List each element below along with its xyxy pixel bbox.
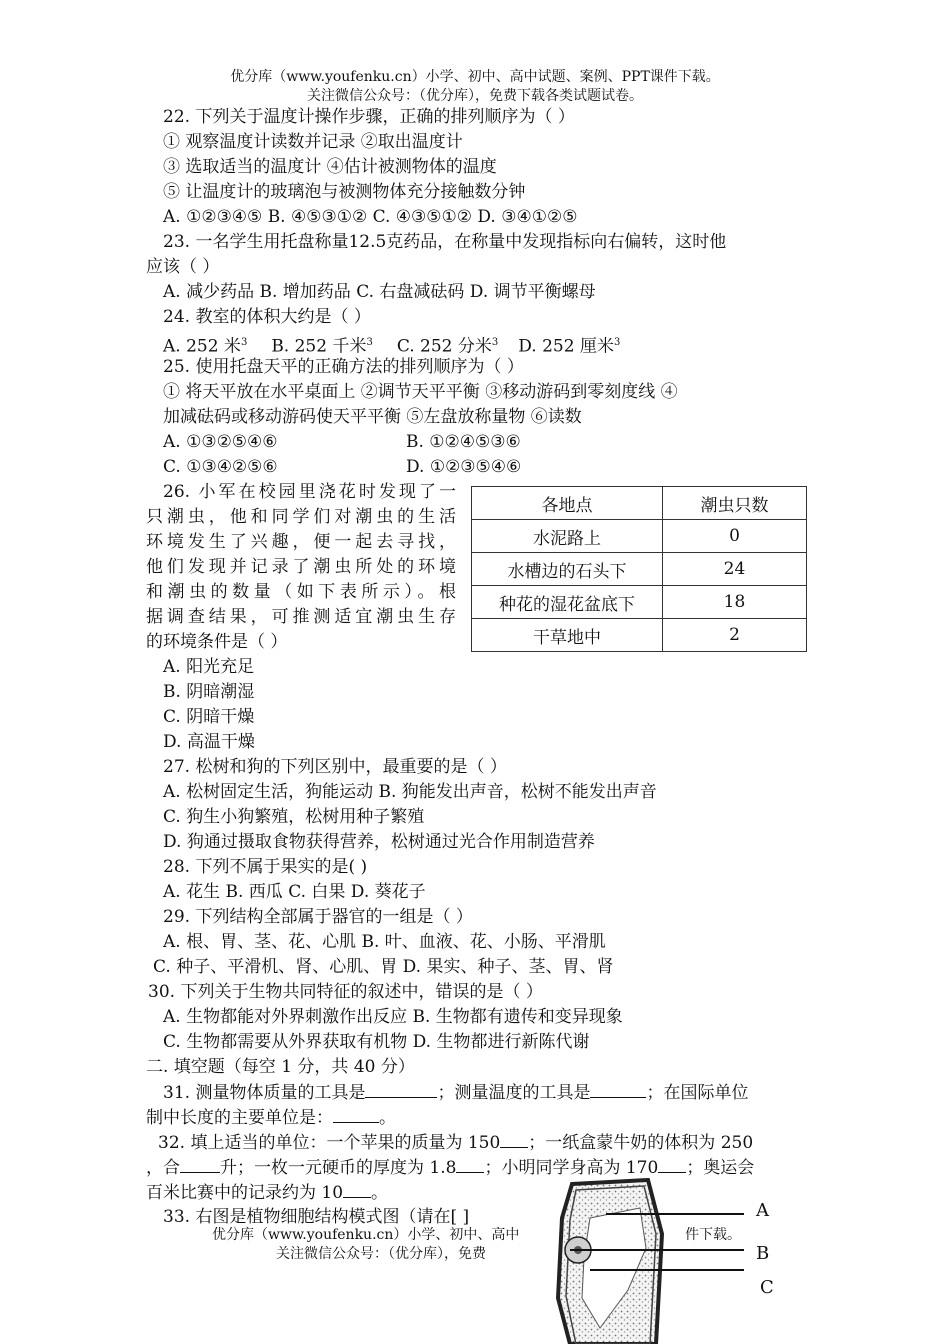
q25-items-a: ① 将天平放在水平桌面上 ②调节天平平衡 ③移动游码到零刻度线 ④ [163, 382, 678, 402]
q26-line-1: 26. 小军在校园里浇花时发现了一 [163, 482, 456, 502]
q29-options-cd: C. 种子、平滑机、肾、心肌、胃 D. 果实、种子、茎、胃、肾 [153, 957, 614, 977]
answer-blank[interactable] [658, 1155, 686, 1173]
q25-stem: 25. 使用托盘天平的正确方法的排列顺序为（ ） [163, 357, 524, 377]
q26-line-4: 他们发现并记录了潮虫所处的环境 [146, 557, 456, 577]
section-title-fill-in: 二. 填空题（每空 1 分，共 40 分） [146, 1057, 415, 1077]
q24-option-c: C. 252 分米 [396, 336, 492, 357]
q32-text-4: 升；一枚一元硬币的厚度为 1.8 [220, 1158, 457, 1178]
q25-option-d: D. ①②③⑤④⑥ [406, 457, 522, 477]
table-cell-location: 种花的湿花盆底下 [472, 586, 663, 619]
q25-option-b: B. ①②④⑤③⑥ [406, 432, 521, 452]
q32-text-1: 32. 填上适当的单位：一个苹果的质量为 150 [158, 1133, 501, 1153]
q22-stem: 22. 下列关于温度计操作步骤，正确的排列顺序为（ ） [163, 107, 575, 127]
q26-option-b: B. 阴暗潮湿 [163, 682, 255, 702]
footer-line-2: 关注微信公众号：（优分库），免费 [276, 1246, 486, 1262]
answer-blank[interactable] [343, 1180, 371, 1198]
q24-option-a: A. 252 米 [163, 336, 241, 357]
q26-option-d: D. 高温干燥 [163, 732, 255, 752]
plant-cell-diagram [530, 1178, 790, 1344]
q31-text-3: ；在国际单位 [646, 1083, 749, 1103]
table-row [472, 553, 807, 586]
q27-option-d: D. 狗通过摄取食物获得营养，松树通过光合作用制造营养 [163, 832, 595, 852]
table-cell-location: 干草地中 [472, 619, 663, 652]
q33-stem: 33. 右图是植物细胞结构模式图（请在[ ] [163, 1207, 470, 1227]
q32-text-2: ；一纸盒蒙牛奶的体积为 250 [528, 1133, 754, 1153]
answer-blank[interactable] [590, 1080, 646, 1098]
q25-option-c: C. ①③④②⑤⑥ [163, 457, 278, 477]
table-cell-location: 水槽边的石头下 [472, 553, 663, 586]
table-header-count: 潮虫只数 [663, 487, 807, 520]
q30-stem: 30. 下列关于生物共同特征的叙述中，错误的是（ ） [148, 982, 543, 1002]
q26-option-c: C. 阴暗干燥 [163, 707, 255, 727]
q23-options: A. 减少药品 B. 增加药品 C. 右盘减砝码 D. 调节平衡螺母 [163, 282, 596, 302]
q27-option-c: C. 狗生小狗繁殖，松树用种子繁殖 [163, 807, 425, 827]
table-cell-count: 18 [663, 586, 807, 619]
q29-options-ab: A. 根、胃、茎、花、心肌 B. 叶、血液、花、小肠、平滑肌 [163, 932, 606, 952]
table-row [472, 619, 807, 652]
q24-sup-c: 3 [491, 337, 499, 348]
q31-text-1: 31. 测量物体质量的工具是 [163, 1083, 366, 1103]
figure-label-a: A [756, 1200, 769, 1221]
q32-text-3: ，合 [146, 1158, 180, 1178]
q32-text-8: 。 [371, 1183, 389, 1203]
header-line-1: 优分库（www.youfenku.cn）小学、初中、高中试题、案例、PPT课件下载。 [230, 69, 720, 85]
q31-text-4: 制中长度的主要单位是： [146, 1108, 333, 1128]
table-row [472, 586, 807, 619]
q32-text-7: 百米比赛中的记录约为 10 [146, 1183, 344, 1203]
q26-line-3: 环境发生了兴趣，便一起去寻找， [146, 532, 456, 552]
q24-stem: 24. 教室的体积大约是（ ） [163, 307, 371, 327]
answer-blank[interactable] [500, 1130, 528, 1148]
q30-options-cd: C. 生物都需要从外界获取有机物 D. 生物都进行新陈代谢 [163, 1032, 590, 1052]
q22-items-b: ③ 选取适当的温度计 ④估计被测物体的温度 [163, 157, 497, 177]
q24-sup-a: 3 [240, 337, 248, 348]
q25-items-b: 加减砝码或移动游码使天平平衡 ⑤左盘放称量物 ⑥读数 [163, 407, 582, 427]
q29-stem: 29. 下列结构全部属于器官的一组是（ ） [163, 907, 473, 927]
q24-sup-d: 3 [613, 337, 621, 348]
table-header-row [472, 487, 807, 520]
q26-option-a: A. 阳光充足 [163, 657, 255, 677]
table-cell-location: 水泥路上 [472, 520, 663, 553]
q26-survey-table [471, 486, 807, 652]
figure-label-c: C [760, 1277, 774, 1298]
q26-line-2: 只潮虫，他和同学们对潮虫的生活 [146, 507, 456, 527]
footer-line-1: 优分库（www.youfenku.cn）小学、初中、高中 [212, 1227, 520, 1243]
q23-stem: 23. 一名学生用托盘称量12.5克药品，在称量中发现指标向右偏转，这时他 [163, 232, 727, 252]
table-cell-count: 24 [663, 553, 807, 586]
q27-stem: 27. 松树和狗的下列区别中，最重要的是（ ） [163, 757, 507, 777]
q26-line-5: 和潮虫的数量（如下表所示）。根 [146, 582, 456, 602]
q24-option-d: D. 252 厘米 [518, 336, 614, 357]
q28-options: A. 花生 B. 西瓜 C. 白果 D. 葵花子 [163, 882, 426, 902]
q27-options-ab: A. 松树固定生活，狗能运动 B. 狗能发出声音，松树不能发出声音 [163, 782, 657, 802]
answer-blank[interactable] [333, 1105, 379, 1123]
q25-option-a: A. ①③②⑤④⑥ [163, 432, 278, 452]
q31-text-2: ；测量温度的工具是 [437, 1083, 591, 1103]
q31-text-5: 。 [379, 1108, 396, 1128]
q32-text-6: ；奥运会 [686, 1158, 755, 1178]
q23-stem-continued: 应该（ ） [146, 257, 220, 277]
figure-label-b: B [756, 1243, 770, 1264]
q31-line-2 [146, 1105, 396, 1131]
q24-option-b: B. 252 千米 [271, 336, 367, 357]
q26-line-6: 据调查结果，可推测适宜潮虫生存 [146, 607, 456, 627]
q22-items-a: ① 观察温度计读数并记录 ②取出温度计 [163, 132, 463, 152]
table-row [472, 520, 807, 553]
answer-blank[interactable] [180, 1155, 220, 1173]
q22-options: A. ①②③④⑤ B. ④⑤③①② C. ④③⑤①② D. ③④①②⑤ [163, 207, 578, 227]
answer-blank[interactable] [365, 1080, 437, 1098]
table-cell-count: 2 [663, 619, 807, 652]
table-cell-count: 0 [663, 520, 807, 553]
q28-stem: 28. 下列不属于果实的是( ) [163, 857, 368, 877]
q32-line-1 [158, 1130, 753, 1156]
footer-line-1-tail: 件下载。 [685, 1227, 741, 1243]
q32-line-3 [146, 1180, 388, 1206]
table-header-location: 各地点 [472, 487, 663, 520]
q30-options-ab: A. 生物都能对外界刺激作出反应 B. 生物都有遗传和变异现象 [163, 1007, 623, 1027]
q31-line-1 [163, 1080, 748, 1106]
q26-line-7: 的环境条件是（ ） [146, 632, 288, 652]
q22-items-c: ⑤ 让温度计的玻璃泡与被测物体充分接触数分钟 [163, 182, 526, 202]
q24-sup-b: 3 [366, 337, 373, 348]
q32-text-5: ；小明同学身高为 170 [484, 1158, 659, 1178]
header-line-2: 关注微信公众号：（优分库），免费下载各类试题试卷。 [307, 88, 643, 104]
answer-blank[interactable] [456, 1155, 484, 1173]
